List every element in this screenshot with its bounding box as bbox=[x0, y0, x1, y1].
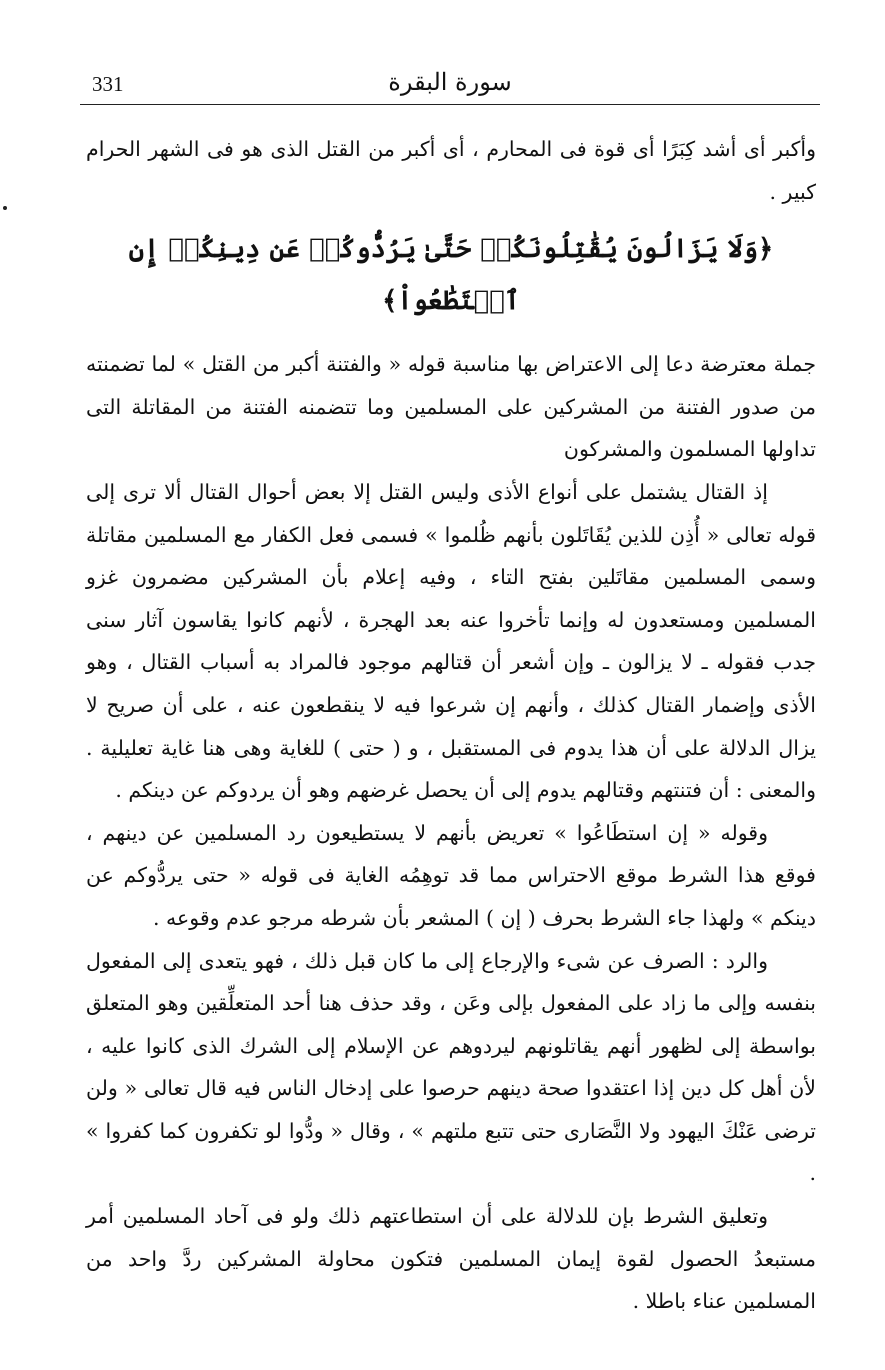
page-header bbox=[80, 62, 820, 105]
paragraph: وأكبر أى أشد كِبَرًا أى قوة فى المحارم ، أى أكبر من القتل الذى هو فى الشهر الحرام كبير . bbox=[86, 137, 816, 204]
paragraph: إذ القتال يشتمل على أنواع الأذى وليس القتل إلا بعض أحوال القتال ألا ترى إلى قوله تعالى « أُذِن للذين يُقَاتَلون بأنهم ظُلموا » فسمى فعل الكفار مع المسلمين مقاتلة وسمى المسلمين مقاتَلين بفتح التاء ، وفيه إعلام بأن المشركين مضمرون غزو المسلمين ومستعدون له وإنما تأخروا عنه بعد الهجرة ، لأنهم كانوا يقاسون آثار سنى جدب فقوله ـ لا يزالون ـ وإن أشعر أن قتالهم موجود فالمراد به أسباب القتال ، وهو الأذى وإضمار القتال كذلك ، وأنهم إن شرعوا فيه لا ينقطعون عنه ، على أن صريح لا يزال الدلالة على أن هذا يدوم فى المستقبل ، و ( حتى ) للغاية وهى هنا غاية تعليلية . والمعنى : أن فتنتهم وقتالهم يدوم إلى أن يحصل غرضهم وهو أن يردوكم عن دينكم . bbox=[86, 479, 816, 803]
paragraph: جملة معترضة دعا إلى الاعتراض بها مناسبة قوله « والفتنة أكبر من القتل » لما تضمنته من صدور الفتنة من المشركين على المسلمين وما تتضمنه الفتنة من المقاتلة التى تداولها المسلمون والمشركون bbox=[86, 352, 816, 462]
paragraph: وقوله « إن استطَاعُوا » تعريض بأنهم لا يستطيعون رد المسلمين عن دينهم ، فوقع هذا الشرط موقع الاحتراس مما قد توهِمُه الغاية فى قوله « حتى يردُّوكم عن دينكم » ولهذا جاء الشرط بحرف ( إن ) المشعر بأن شرطه مرجو عدم وقوعه . bbox=[86, 820, 816, 930]
body-text bbox=[86, 128, 816, 1323]
paragraph: وتعليق الشرط بإن للدلالة على أن استطاعتهم ذلك ولو فى آحاد المسلمين أمر مستبعدُ الحصول لقوة إيمان المسلمين فتكون محاولة المشركين ردَّ واحد من المسلمين عناء باطلا . bbox=[86, 1204, 816, 1314]
surah-title: سورة البقرة bbox=[388, 68, 512, 96]
quran-verse: ﴿وَلَا يَزَالُونَ يُقَٰتِلُونَكُمۡ حَتَّىٰ يَرُدُّوكُمۡ عَن دِينِكُمۡ إِنِ ٱسۡتَطَٰعُواْ﴾ bbox=[128, 234, 774, 317]
stray-ink-dot bbox=[3, 206, 7, 210]
page-number: 331 bbox=[92, 72, 124, 96]
paragraph: والرد : الصرف عن شىء والإرجاع إلى ما كان قبل ذلك ، فهو يتعدى إلى المفعول بنفسه وإلى ما زاد على المفعول بإلى وعَن ، وقد حذف هنا أحد المتعلِّقين وهو المتعلق بواسطة إلى لظهور أنهم يقاتلونهم ليردوهم عن الإسلام إلى الشرك الذى كانوا عليه ، لأن أهل كل دين إذا اعتقدوا صحة دينهم حرصوا على إدخال الناس فيه قال تعالى « ولن ترضى عَنْكَ اليهود ولا النَّصَارى حتى تتبع ملتهم » ، وقال « ودُّوا لو تكفرون كما كفروا » . bbox=[86, 948, 816, 1186]
